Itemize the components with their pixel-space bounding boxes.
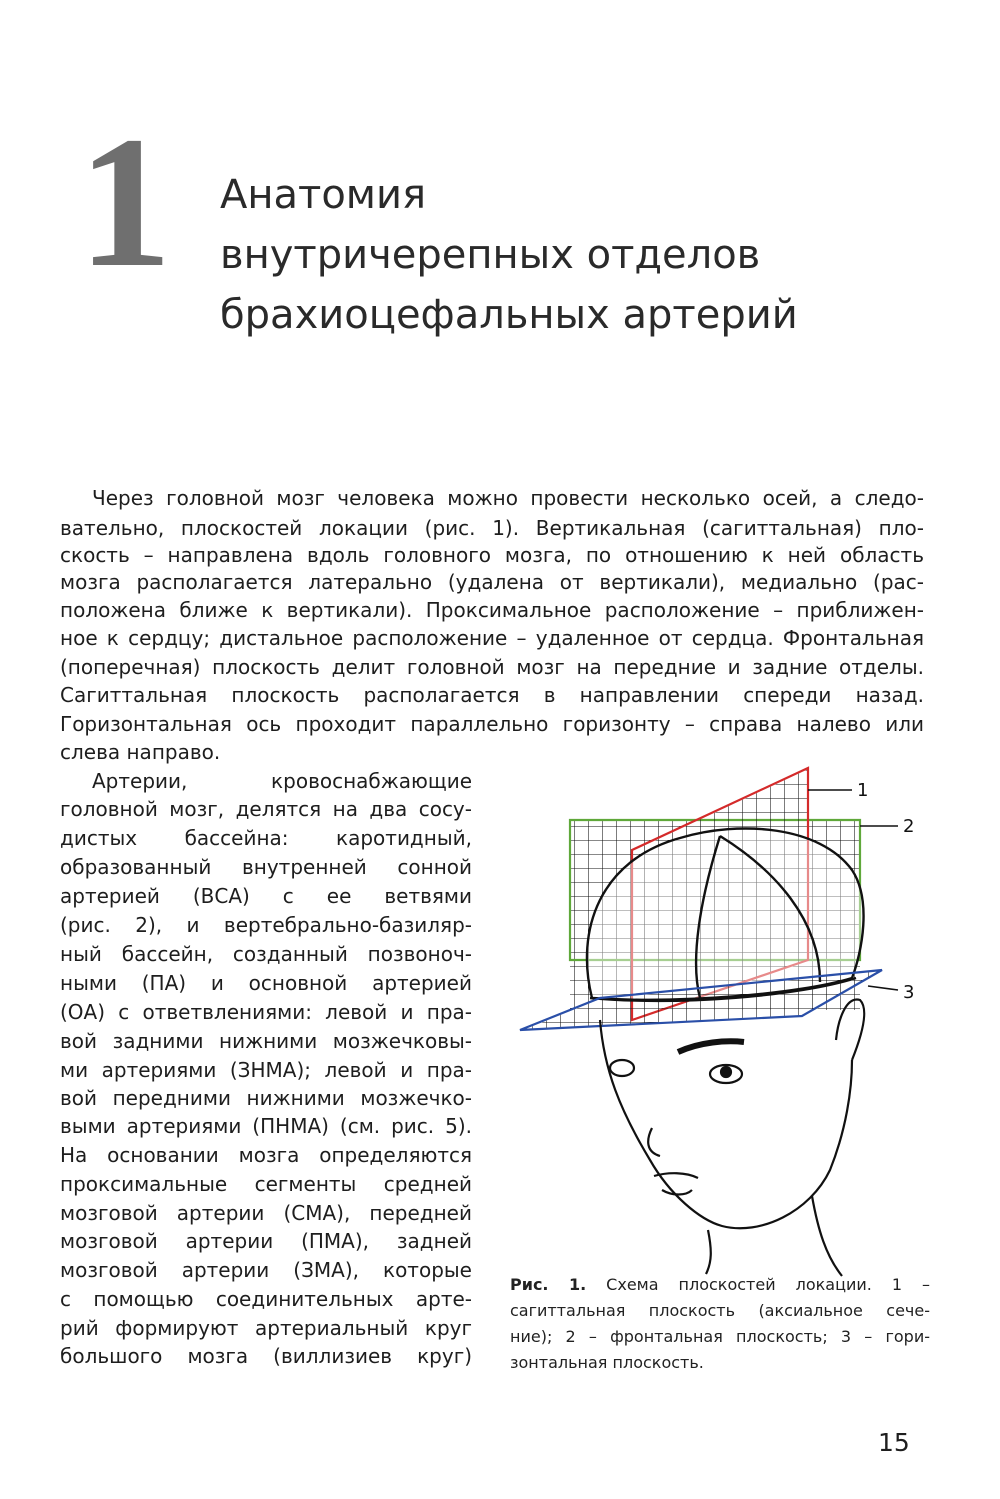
caption-line: сагиттальная плоскость (аксиальное сече- bbox=[510, 1301, 930, 1320]
chapter-title-line: брахиоцефальных артерий bbox=[220, 292, 798, 338]
text-line: мозговой артерии (СМА), передней bbox=[60, 1201, 472, 1225]
chapter-title bbox=[220, 165, 980, 345]
text-line: проксимальные сегменты средней bbox=[60, 1172, 472, 1196]
text-line: артерией (ВСА) с ее ветвями bbox=[60, 884, 472, 908]
text-line: мозговой артерии (ПМА), задней bbox=[60, 1229, 472, 1253]
text-line: На основании мозга определяются bbox=[60, 1143, 472, 1167]
text-line: (ОА) с ответвлениями: левой и пра- bbox=[60, 1000, 472, 1024]
text-line: выми артериями (ПНМА) (см. рис. 5). bbox=[60, 1114, 472, 1138]
chapter-title-line: внутричерепных отделов bbox=[220, 232, 761, 278]
text-line: рий формируют артериальный круг bbox=[60, 1316, 472, 1340]
text-line: ными (ПА) и основной артерией bbox=[60, 971, 472, 995]
figure-planes-illustration bbox=[510, 760, 930, 1280]
figure-label-3: 3 bbox=[903, 982, 915, 1003]
caption-line: ние); 2 – фронтальная плоскость; 3 – гори- bbox=[510, 1327, 930, 1346]
chapter-title-line: Анатомия bbox=[220, 172, 427, 218]
face-drawing bbox=[600, 1000, 864, 1276]
text-line: головной мозг, делятся на два сосу- bbox=[60, 797, 472, 821]
text-line: образованный внутренней сонной bbox=[60, 855, 472, 879]
figure-caption bbox=[510, 1272, 930, 1376]
text-line: с помощью соединительных арте- bbox=[60, 1287, 472, 1311]
page-number: 15 bbox=[878, 1428, 910, 1457]
caption-label: Рис. 1. bbox=[510, 1275, 587, 1294]
text-line: слева направо. bbox=[60, 740, 221, 764]
text-line: Горизонтальная ось проходит параллельно горизонту – справа налево или bbox=[60, 712, 924, 736]
text-line: положена ближе к вертикали). Проксимальное расположение – приближен- bbox=[60, 598, 924, 622]
text-line: Через головной мозг человека можно провести несколько осей, а следо- bbox=[92, 486, 924, 510]
text-line: Артерии, кровоснабжающие bbox=[92, 769, 472, 793]
text-line: Сагиттальная плоскость располагается в направлении спереди назад. bbox=[60, 683, 924, 707]
text-line: (поперечная) плоскость делит головной мозг на передние и задние отделы. bbox=[60, 655, 924, 679]
text-line: вой передними нижними мозжечко- bbox=[60, 1086, 472, 1110]
text-line: дистых бассейна: каротидный, bbox=[60, 826, 472, 850]
figure-label-1: 1 bbox=[857, 780, 869, 801]
text-line: (рис. 2), и вертебрально-базиляр- bbox=[60, 913, 472, 937]
caption-line bbox=[510, 1272, 930, 1298]
chapter-number: 1 bbox=[78, 97, 172, 306]
text-line: скость – направлена вдоль головного мозга, по отношению к ней область bbox=[60, 543, 924, 567]
text-line: ный бассейн, созданный позвоноч- bbox=[60, 942, 472, 966]
text-line: ное к сердцу; дистальное расположение – удаленное от сердца. Фронтальная bbox=[60, 626, 924, 650]
text-line: мозговой артерии (ЗМА), которые bbox=[60, 1258, 472, 1282]
caption-line: зонтальная плоскость. bbox=[510, 1353, 704, 1372]
text-line: вательно, плоскостей локации (рис. 1). Вертикальная (сагиттальная) пло- bbox=[60, 516, 924, 540]
caption-text: Схема плоскостей локации. 1 – bbox=[586, 1275, 931, 1294]
figure-label-2: 2 bbox=[903, 816, 915, 837]
text-line: вой задними нижними мозжечковы- bbox=[60, 1029, 472, 1053]
text-line: большого мозга (виллизиев круг) bbox=[60, 1344, 472, 1368]
text-line: мозга располагается латерально (удалена от вертикали), медиально (рас- bbox=[60, 570, 924, 594]
text-line: ми артериями (ЗНМА); левой и пра- bbox=[60, 1058, 472, 1082]
